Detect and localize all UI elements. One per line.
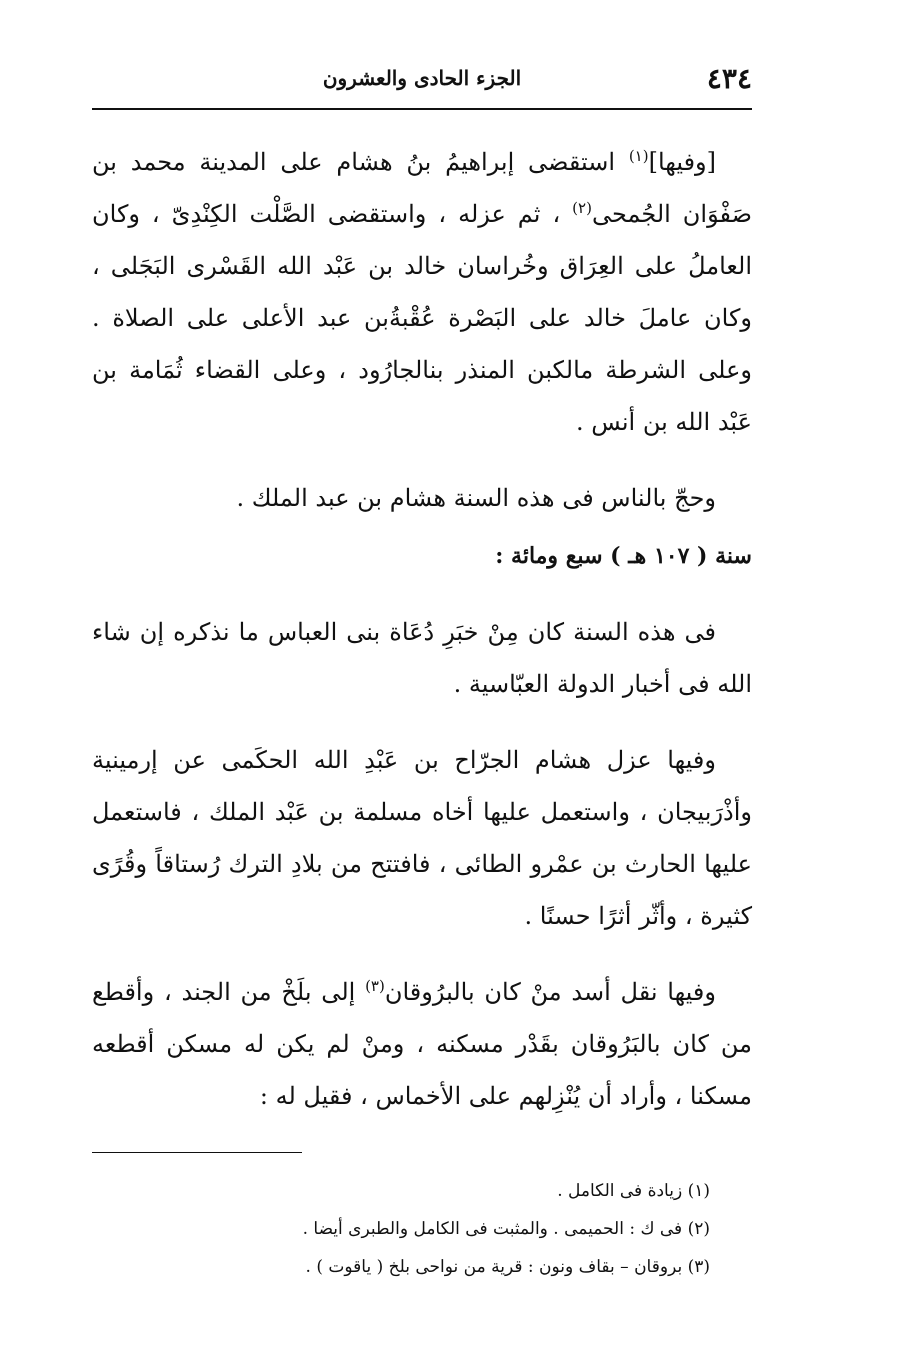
footnote-rule xyxy=(92,1152,302,1153)
paragraph-1-part-3: ، ثم عزله ، واستقضى الصَّلْت الكِنْدِىّ ، وكان العاملُ على العِرَاق وخُراسان خالد بن عَبْد الله القَسْرى البَجَلى ، وكان عاملَ خالد على البَصْرة عُقْبةُبن عبد الأعلى على الصلاة . وعلى الشرطة مالكبن المنذر بنالجارُود ، وعلى القضاء ثُمَامة بن عَبْد الله بن أنس . xyxy=(92,200,752,436)
footnotes xyxy=(92,1172,752,1286)
paragraph-5-part-1: وفيها نقل أسد منْ كان بالبرُوقان xyxy=(384,978,716,1006)
footnote-2: (٢) فى ك : الحميمى . والمثبت فى الكامل والطبرى أيضا . xyxy=(302,1219,710,1239)
footnote-3: (٣) بروقان – بقاف ونون : قرية من نواحى بلخ ( ياقوت ) . xyxy=(305,1257,710,1277)
main-text xyxy=(92,136,752,1122)
header-rule xyxy=(92,108,752,110)
footnote-1: (١) زيادة فى الكامل . xyxy=(557,1181,710,1201)
paragraph-5 xyxy=(92,966,752,1122)
page-number: ٤٣٤ xyxy=(706,62,752,95)
paragraph-3: فى هذه السنة كان مِنْ خبَرِ دُعَاة بنى العباس ما نذكره إن شاء الله فى أخبار الدولة العبّاسية . xyxy=(92,618,752,698)
year-heading: سنة ( ١٠٧ هـ ) سبع ومائة : xyxy=(495,543,752,569)
paragraph-1-part-1: [وفيها] xyxy=(648,148,716,176)
paragraph-2: وحجّ بالناس فى هذه السنة هشام بن عبد الملك . xyxy=(236,484,716,512)
paragraph-5-part-2: إلى بلَخْ من الجند ، وأقطع من كان بالبَرُوقان بقَدْر مسكنه ، ومنْ لم يكن له مسكن أقطعه مسكنا ، وأراد أن يُنْزِلهم على الأخماس ، فقيل له : xyxy=(92,978,752,1110)
paragraph-4: وفيها عزل هشام الجرّاح بن عَبْدِ الله الحكَمى عن إرمينية وأذْرَبيجان ، واستعمل عليها أخاه مسلمة بن عَبْد الملك ، فاستعمل عليها الحارث بن عمْرو الطائى ، فافتتح من بلادِ الترك رُستاقاً وقُرًى كثيرة ، وأثّر أثرًا حسنًا . xyxy=(92,746,752,930)
footnote-ref-1: (١) xyxy=(628,147,649,165)
book-page xyxy=(92,0,752,1358)
footnote-ref-3: (٣) xyxy=(365,977,385,995)
footnote-ref-2: (٢) xyxy=(572,199,592,217)
paragraph-1 xyxy=(92,136,752,448)
page-header xyxy=(92,58,752,102)
running-title: الجزء الحادى والعشرون xyxy=(322,66,522,90)
paragraph-1-part-2: استقضى إبراهيمُ بنُ هشام على المدينة محمد بن صَفْوَان الجُمحى xyxy=(92,148,752,228)
